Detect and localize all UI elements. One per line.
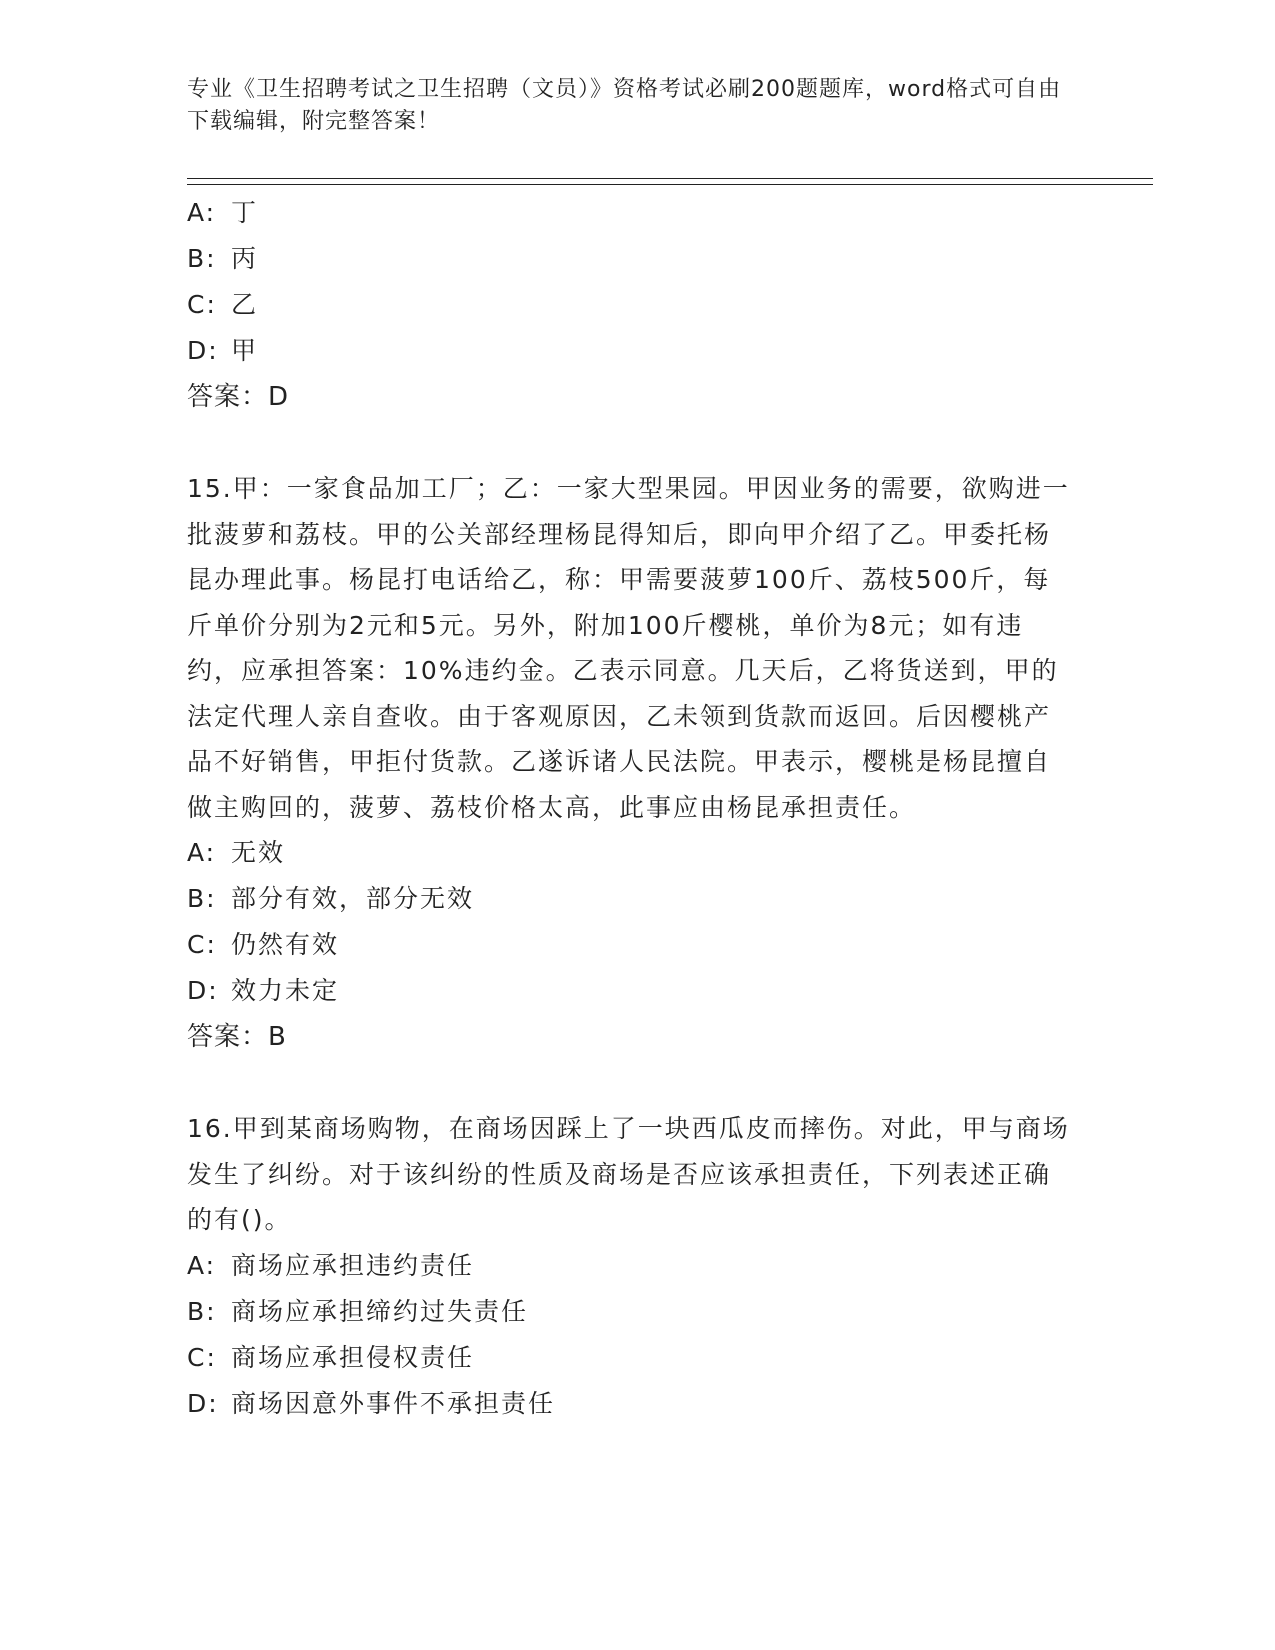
spacer — [187, 1060, 1077, 1106]
answer-line: 答案：B — [187, 1022, 287, 1052]
question-16 — [187, 1106, 1077, 1427]
option-c — [187, 282, 1077, 328]
option-text: 无效 — [231, 838, 286, 867]
option-letter: B: — [187, 244, 217, 273]
option-letter: B: — [187, 884, 217, 913]
option-text: 商场应承担缔约过失责任 — [231, 1296, 529, 1326]
option-letter: C: — [187, 290, 217, 319]
option-letter: D: — [187, 1388, 219, 1418]
option-text: 商场应承担侵权责任 — [231, 1342, 475, 1372]
option-text: 仍然有效 — [231, 930, 340, 959]
option-b — [187, 236, 1077, 282]
option-b — [187, 876, 1077, 922]
option-c — [187, 922, 1077, 968]
option-letter: D: — [187, 976, 219, 1005]
document-body — [187, 190, 1077, 1427]
option-text: 丙 — [231, 244, 259, 273]
option-text: 丁 — [231, 198, 259, 227]
option-a — [187, 830, 1077, 876]
option-letter: B: — [187, 1296, 217, 1326]
spacer — [187, 420, 1077, 466]
page-header: 专业《卫生招聘考试之卫生招聘（文员）》资格考试必刷200题题库，word格式可自由下载编辑，附完整答案！ — [187, 77, 1062, 134]
option-letter: A: — [187, 198, 217, 227]
option-a — [187, 1243, 1077, 1289]
option-d — [187, 1381, 1077, 1427]
option-letter: A: — [187, 1250, 217, 1280]
question-stem: 16.甲到某商场购物，在商场因踩上了一块西瓜皮而摔伤。对此，甲与商场发生了纠纷。对于该纠纷的性质及商场是否应该承担责任，下列表述正确的有()。 — [187, 1114, 1070, 1234]
option-d — [187, 328, 1077, 374]
option-letter: A: — [187, 838, 217, 867]
option-text: 商场应承担违约责任 — [231, 1250, 475, 1280]
option-letter: C: — [187, 1342, 217, 1372]
question-15 — [187, 466, 1077, 1060]
option-text: 效力未定 — [231, 976, 340, 1005]
option-text: 甲 — [231, 336, 259, 365]
option-d — [187, 968, 1077, 1014]
option-letter: D: — [187, 336, 219, 365]
option-text: 乙 — [231, 290, 259, 319]
question-stem: 15.甲：一家食品加工厂；乙：一家大型果园。甲因业务的需要，欲购进一批菠萝和荔枝。甲的公关部经理杨昆得知后，即向甲介绍了乙。甲委托杨昆办理此事。杨昆打电话给乙，称：甲需要菠萝100斤、荔枝500斤，每斤单价分别为2元和5元。另外，附加100斤樱桃，单价为8元；如有违约，应承担答案：10%违约金。乙表示同意。几天后，乙将货送到，甲的法定代理人亲自查收。由于客观原因，乙未领到货款而返回。后因樱桃产品不好销售，甲拒付货款。乙遂诉诸人民法院。甲表示，樱桃是杨昆擅自做主购回的，菠萝、荔枝价格太高，此事应由杨昆承担责任。 — [187, 474, 1070, 822]
option-letter: C: — [187, 930, 217, 959]
option-a — [187, 190, 1077, 236]
header-divider — [187, 178, 1153, 185]
option-b — [187, 1289, 1077, 1335]
option-c — [187, 1335, 1077, 1381]
option-text: 商场因意外事件不承担责任 — [231, 1388, 556, 1418]
option-text: 部分有效，部分无效 — [231, 884, 475, 913]
answer-line: 答案：D — [187, 382, 290, 412]
previous-question — [187, 190, 1077, 420]
